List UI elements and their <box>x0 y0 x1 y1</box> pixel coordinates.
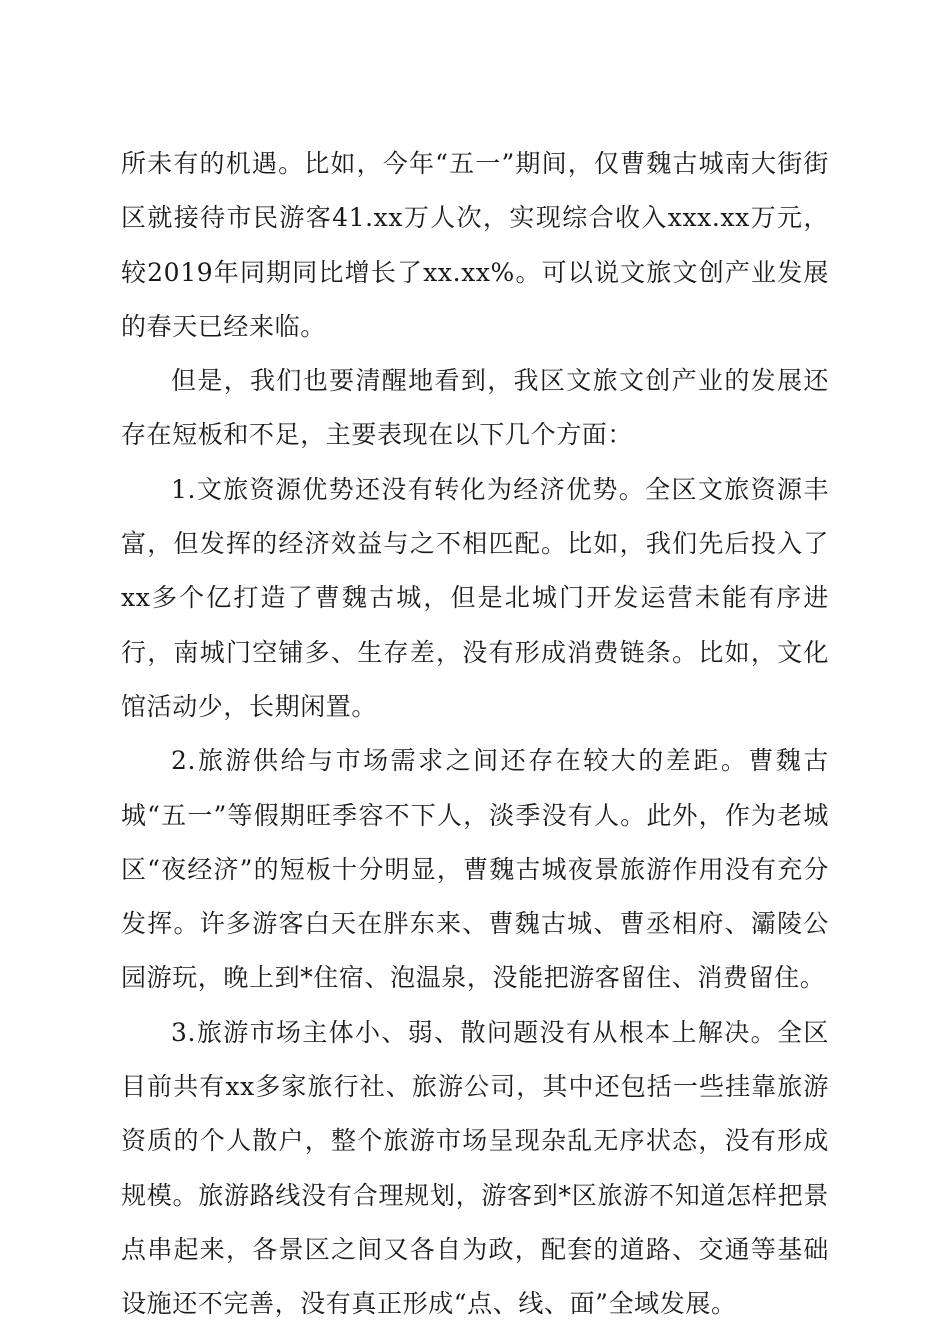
paragraph-shortcomings-intro: 但是，我们也要清醒地看到，我区文旅文创产业的发展还存在短板和不足，主要表现在以下几个方面： <box>121 366 829 450</box>
paragraph-point-1: 1.文旅资源优势还没有转化为经济优势。全区文旅资源丰富，但发挥的经济效益与之不相匹配。比如，我们先后投入了xx多个亿打造了曹魏古城，但是北城门开发运营未能有序进行，南城门空铺多、生存差，没有形成消费链条。比如，文化馆活动少，长期闲置。 <box>121 474 829 721</box>
paragraph-point-3: 3.旅游市场主体小、弱、散问题没有从根本上解决。全区目前共有xx多家旅行社、旅游公司，其中还包括一些挂靠旅游资质的个人散户，整个旅游市场呈现杂乱无序状态，没有形成规模。旅游路线没有合理规划，游客到*区旅游不知道怎样把景点串起来，各景区之间又各自为政，配套的道路、交通等基础设施还不完善，没有真正形成“点、线、面”全域发展。 <box>121 1017 829 1319</box>
paragraph-continuation: 所未有的机遇。比如，今年“五一”期间，仅曹魏古城南大街街区就接待市民游客41.xx万人次，实现综合收入xxx.xx万元，较2019年同期同比增长了xx.xx%。可以说文旅文创产业发展的春天已经来临。 <box>121 149 829 341</box>
document-body <box>121 137 829 1332</box>
paragraph-point-2: 2.旅游供给与市场需求之间还存在较大的差距。曹魏古城“五一”等假期旺季容不下人，淡季没有人。此外，作为老城区“夜经济”的短板十分明显，曹魏古城夜景旅游作用没有充分发挥。许多游客白天在胖东来、曹魏古城、曹丞相府、灞陵公园游玩，晚上到*住宿、泡温泉，没能把游客留住、消费留住。 <box>121 746 829 993</box>
